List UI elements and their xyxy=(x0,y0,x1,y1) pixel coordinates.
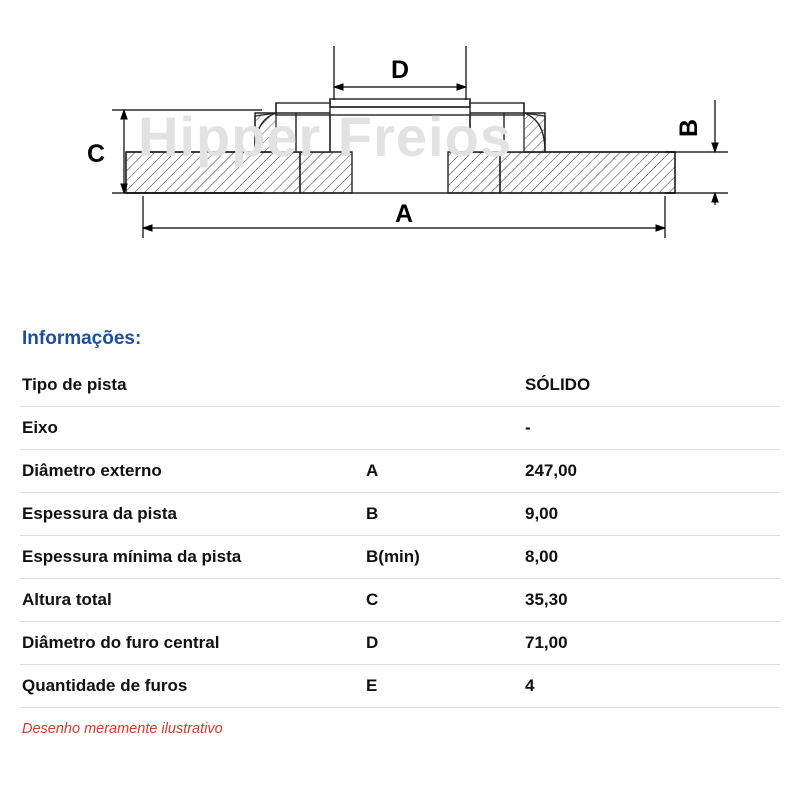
spec-value: - xyxy=(523,407,780,450)
info-section xyxy=(0,328,800,737)
spec-name: Diâmetro do furo central xyxy=(20,622,364,665)
dimension-label-d: D xyxy=(390,56,410,84)
spec-name: Espessura mínima da pista xyxy=(20,536,364,579)
spec-value: 9,00 xyxy=(523,493,780,536)
table-row xyxy=(20,665,780,708)
spec-code xyxy=(364,364,523,407)
watermark-text: Hipper Freios xyxy=(138,105,512,168)
dimension-label-c: C xyxy=(86,140,106,168)
brake-disc-drawing xyxy=(0,0,800,300)
spec-value: 8,00 xyxy=(523,536,780,579)
table-row xyxy=(20,364,780,407)
table-row xyxy=(20,450,780,493)
spec-name: Eixo xyxy=(20,407,364,450)
spec-value: 4 xyxy=(523,665,780,708)
illustrative-note: Desenho meramente ilustrativo xyxy=(22,721,223,737)
spec-value: SÓLIDO xyxy=(523,364,780,407)
spec-code: B(min) xyxy=(364,536,523,579)
table-row xyxy=(20,493,780,536)
spec-code: A xyxy=(364,450,523,493)
spec-value: 35,30 xyxy=(523,579,780,622)
spec-name: Tipo de pista xyxy=(20,364,364,407)
spec-value: 247,00 xyxy=(523,450,780,493)
dimension-label-b: B xyxy=(675,118,703,138)
specifications-table xyxy=(20,364,780,708)
spec-code: B xyxy=(364,493,523,536)
spec-name: Espessura da pista xyxy=(20,493,364,536)
info-title: Informações: xyxy=(22,328,142,349)
table-row xyxy=(20,622,780,665)
table-row xyxy=(20,407,780,450)
spec-name: Altura total xyxy=(20,579,364,622)
spec-code: C xyxy=(364,579,523,622)
spec-value: 71,00 xyxy=(523,622,780,665)
spec-code: D xyxy=(364,622,523,665)
table-row xyxy=(20,536,780,579)
spec-name: Diâmetro externo xyxy=(20,450,364,493)
spec-code xyxy=(364,407,523,450)
dimension-label-a: A xyxy=(394,200,414,228)
table-row xyxy=(20,579,780,622)
spec-name: Quantidade de furos xyxy=(20,665,364,708)
spec-code: E xyxy=(364,665,523,708)
